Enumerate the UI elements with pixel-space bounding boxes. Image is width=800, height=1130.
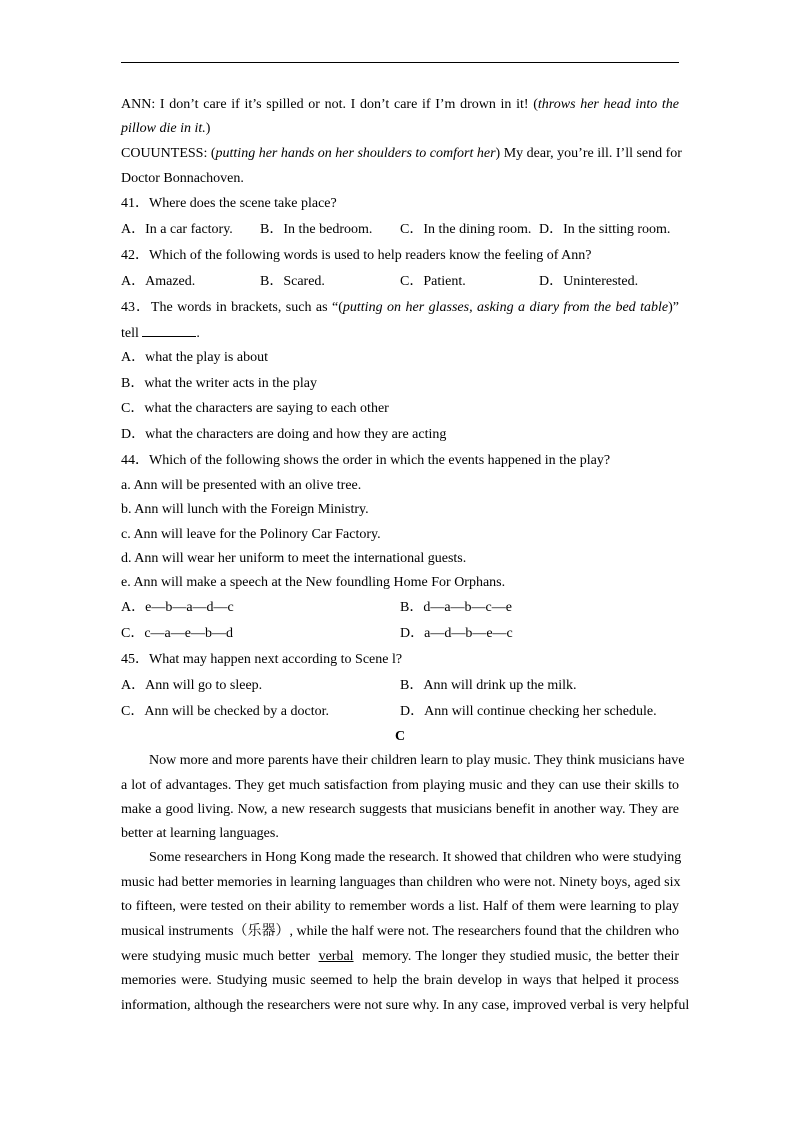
q44-option-c[interactable]: C．c—a—e—b—d — [121, 626, 233, 641]
q41-option-d[interactable]: D．In the sitting room. — [539, 222, 671, 237]
passage-line: were studying music much better verbal memory. The longer they studied music, the better their — [121, 949, 680, 964]
header-rule — [121, 62, 679, 63]
question-45: 45 ． What may happen next according to Scene l? — [121, 651, 402, 669]
countess-text: ) My dear, you’re ill. I’ll send for — [495, 146, 682, 161]
question-43-example: putting on her glasses, asking a diary from the bed table — [342, 300, 669, 315]
q45-option-b[interactable]: B．Ann will drink up the milk. — [400, 678, 577, 693]
question-43: 43 ． The words in brackets, such as “(putting on her glasses, asking a diary from the bed table)” — [121, 299, 679, 317]
passage-line: information, although the researchers were not sure why. In any case, improved verbal is very helpful — [121, 998, 690, 1013]
event-c: c. Ann will leave for the Polinory Car Factory. — [121, 527, 381, 542]
q43-option-d[interactable]: D．what the characters are doing and how they are acting — [121, 427, 447, 442]
event-d: d. Ann will wear her uniform to meet the international guests. — [121, 551, 467, 566]
passage-line: make a good living. Now, a new research suggests that musicians benefit in another way. They are — [121, 802, 679, 817]
q43-option-b[interactable]: B．what the writer acts in the play — [121, 376, 317, 391]
question-41-stem: Where does the scene take place? — [149, 196, 337, 211]
q45-option-c[interactable]: C．Ann will be checked by a doctor. — [121, 704, 330, 719]
q41-option-a[interactable]: A．In a car factory. — [121, 222, 233, 237]
ann-speaker: ANN: — [121, 97, 156, 112]
passage-line: memories were. Studying music seemed to help the brain develop in ways that helped it process — [121, 973, 679, 988]
q41-option-c[interactable]: C．In the dining room. — [400, 222, 532, 237]
q42-option-b[interactable]: B．Scared. — [260, 274, 325, 289]
ann-line-2: pillow die in it.) — [121, 121, 211, 136]
passage-line: musical instruments（乐器）, while the half were not. The researchers found that the children who — [121, 924, 679, 939]
ann-stage-direction: throws her head into the — [537, 97, 679, 112]
q45-option-a[interactable]: A．Ann will go to sleep. — [121, 678, 263, 693]
q44-option-a[interactable]: A．e—b—a—d—c — [121, 600, 234, 615]
ann-text: I don’t care if it’s spilled or not. I don’t care if I’m drown in it! ( — [155, 97, 538, 112]
q42-option-c[interactable]: C．Patient. — [400, 274, 466, 289]
q41-option-b[interactable]: B．In the bedroom. — [260, 222, 373, 237]
answer-blank[interactable] — [142, 324, 196, 337]
countess-line: COUUNTESS: (putting her hands on her shoulders to comfort her) My dear, you’re ill. I’ll send for — [121, 146, 682, 161]
q43-option-a[interactable]: A．what the play is about — [121, 350, 268, 365]
passage-line: Some researchers in Hong Kong made the research. It showed that children who were studying — [149, 850, 682, 865]
q45-option-d[interactable]: D．Ann will continue checking her schedule. — [400, 704, 657, 719]
q44-option-d[interactable]: D．a—d—b—e—c — [400, 626, 513, 641]
underlined-word-verbal: verbal — [318, 949, 354, 964]
q43-option-c[interactable]: C．what the characters are saying to each other — [121, 401, 389, 416]
q42-option-a[interactable]: A．Amazed. — [121, 274, 196, 289]
question-44: 44 ． Which of the following shows the order in which the events happened in the play? — [121, 452, 610, 470]
question-42-stem: Which of the following words is used to help readers know the feeling of Ann? — [149, 248, 592, 263]
passage-line: better at learning languages. — [121, 826, 279, 841]
question-45-stem: What may happen next according to Scene l? — [149, 652, 403, 667]
q42-option-d[interactable]: D．Uninterested. — [539, 274, 639, 289]
passage-line: music had better memories in learning languages than children who were not. Ninety boys, aged six — [121, 875, 681, 890]
passage-line: to fifteen, were tested on their ability to remember words a list. Half of them were learning to play — [121, 899, 679, 914]
countess-line-2: Doctor Bonnachoven. — [121, 171, 244, 186]
passage-line: a lot of advantages. They get much satisfaction from playing music and they can use their skills to — [121, 778, 679, 793]
question-41: 41 ． Where does the scene take place? — [121, 195, 337, 213]
countess-speaker: COUUNTESS: — [121, 146, 208, 161]
event-b: b. Ann will lunch with the Foreign Ministry. — [121, 502, 369, 517]
question-43-line-2: tell . — [121, 326, 200, 341]
event-e: e. Ann will make a speech at the New foundling Home For Orphans. — [121, 575, 506, 590]
question-44-stem: Which of the following shows the order in which the events happened in the play? — [149, 453, 611, 468]
countess-stage-direction: putting her hands on her shoulders to comfort her — [215, 146, 496, 161]
section-heading: C — [394, 729, 406, 744]
ann-stage-direction-cont: pillow die in it. — [121, 121, 206, 136]
question-42: 42 ． Which of the following words is used to help readers know the feeling of Ann? — [121, 247, 591, 265]
passage-line: Now more and more parents have their children learn to play music. They think musicians have — [149, 753, 685, 768]
ann-line — [121, 96, 679, 114]
event-a: a. Ann will be presented with an olive tree. — [121, 478, 362, 493]
q44-option-b[interactable]: B．d—a—b—c—e — [400, 600, 512, 615]
